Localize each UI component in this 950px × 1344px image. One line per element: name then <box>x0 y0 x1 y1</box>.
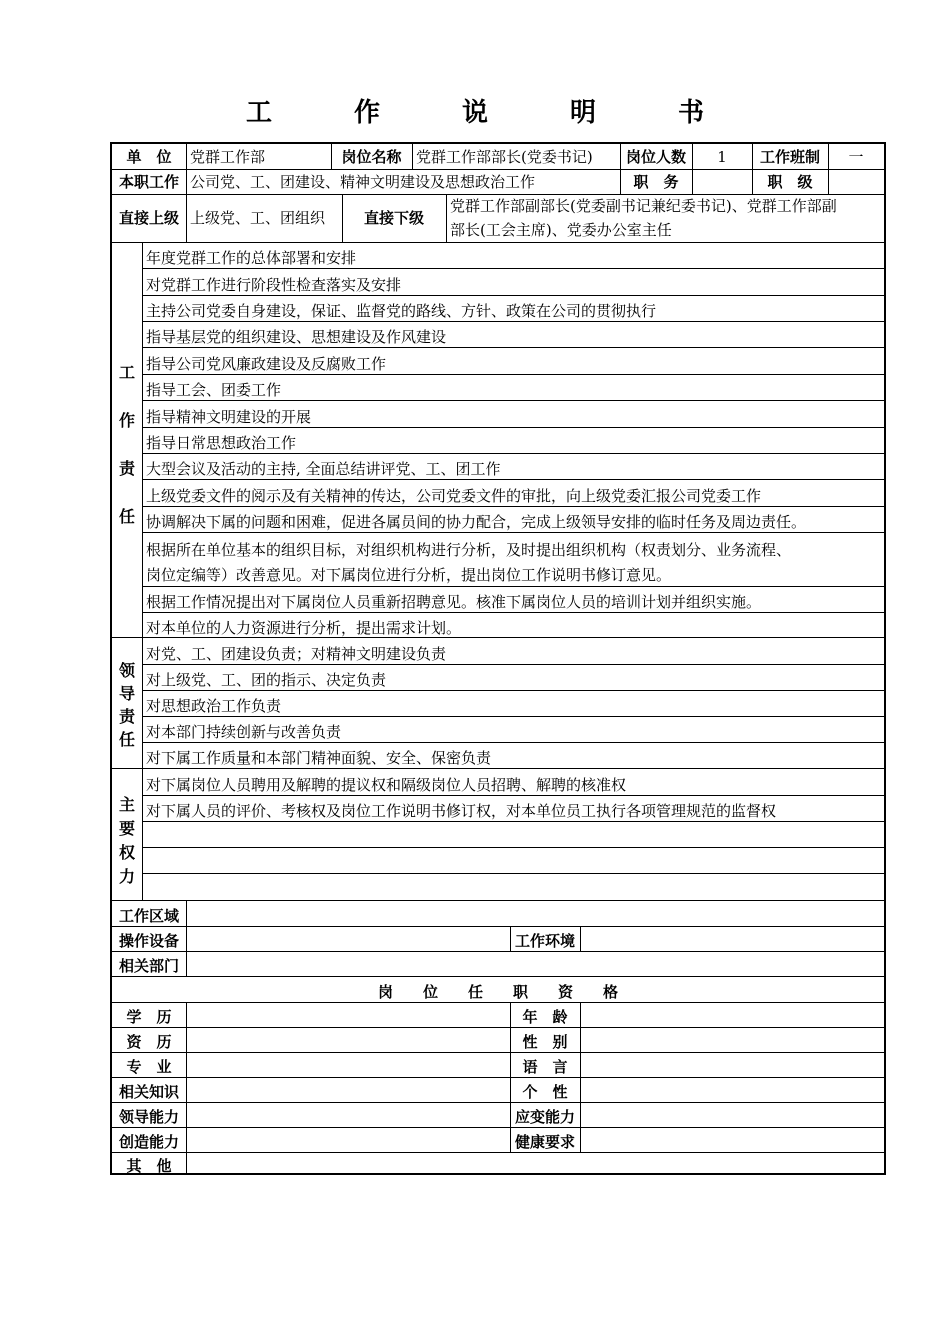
adaptability-label: 应变能力 <box>514 1108 575 1126</box>
unit-label: 单 位 <box>126 148 172 166</box>
duty-label: 本职工作 <box>118 173 179 191</box>
work-env-label: 工作环境 <box>514 932 575 950</box>
responsibilities-label: 工 作 责 任 <box>118 363 135 526</box>
position-name-label: 岗位名称 <box>341 148 402 166</box>
personality-label: 个 性 <box>522 1083 568 1101</box>
equipment-label: 操作设备 <box>118 932 179 950</box>
work-area-label: 工作区域 <box>118 907 179 925</box>
language-label: 语 言 <box>522 1058 568 1076</box>
education-label: 学 历 <box>126 1008 172 1026</box>
list-item: 对下属人员的评价、考核权及岗位工作说明书修订权，对本单位员工执行各项管理规范的监督权 <box>146 802 777 820</box>
qualifications-title: 岗 位 任 职 资 格 <box>377 983 618 1001</box>
gender-label: 性 别 <box>522 1033 568 1051</box>
major-label: 专 业 <box>126 1058 172 1076</box>
subordinate-value-line1: 党群工作部副部长(党委副书记兼纪委书记)、党群工作部副 <box>450 197 837 215</box>
list-item: 岗位定编等）改善意见。对下属岗位进行分析，提出岗位工作说明书修订意见。 <box>146 566 672 584</box>
headcount-value: 1 <box>717 148 727 166</box>
list-item: 根据工作情况提出对下属岗位人员重新招聘意见。核准下属岗位人员的培训计划并组织实施。 <box>146 593 762 611</box>
unit-value: 党群工作部 <box>190 148 266 166</box>
list-item: 年度党群工作的总体部署和安排 <box>146 249 357 267</box>
page-title: 工 作 说 明 书 <box>245 98 732 128</box>
related-dept-label: 相关部门 <box>118 957 179 975</box>
superior-value: 上级党、工、团组织 <box>190 209 326 227</box>
list-item: 大型会议及活动的主持, 全面总结讲评党、工、团工作 <box>146 460 501 478</box>
list-item: 对本单位的人力资源进行分析，提出需求计划。 <box>146 619 462 637</box>
other-label: 其 他 <box>126 1157 172 1175</box>
list-item: 根据所在单位基本的组织目标，对组织机构进行分析，及时提出组织机构（权责划分、业务流程、 <box>146 541 792 559</box>
job-description-table <box>110 142 886 1175</box>
list-item: 对思想政治工作负责 <box>146 697 282 715</box>
list-item: 指导基层党的组织建设、思想建设及作风建设 <box>146 328 447 346</box>
duty-value: 公司党、工、团建设、精神文明建设及思想政治工作 <box>190 173 536 191</box>
list-item: 协调解决下属的问题和困难，促进各属员间的协力配合，完成上级领导安排的临时任务及周边责任。 <box>146 513 807 531</box>
grade-label: 职 级 <box>767 173 813 191</box>
creativity-label: 创造能力 <box>118 1133 179 1151</box>
age-label: 年 龄 <box>522 1008 568 1026</box>
subordinate-value-line2: 部长(工会主席)、党委办公室主任 <box>450 221 672 239</box>
superior-label: 直接上级 <box>118 209 179 227</box>
list-item: 指导精神文明建设的开展 <box>146 408 312 426</box>
shift-value: 一 <box>848 148 864 166</box>
leadership-ability-label: 领导能力 <box>118 1108 179 1126</box>
list-item: 对下属工作质量和本部门精神面貌、安全、保密负责 <box>146 749 492 767</box>
health-label: 健康要求 <box>514 1133 575 1151</box>
list-item: 对党、工、团建设负责；对精神文明建设负责 <box>146 645 447 663</box>
list-item: 指导公司党风廉政建设及反腐败工作 <box>146 355 387 373</box>
knowledge-label: 相关知识 <box>118 1083 179 1101</box>
list-item: 对本部门持续创新与改善负责 <box>146 723 342 741</box>
subordinate-label: 直接下级 <box>363 209 424 227</box>
post-label: 职 务 <box>633 173 679 191</box>
shift-label: 工作班制 <box>759 148 820 166</box>
list-item: 上级党委文件的阅示及有关精神的传达，公司党委文件的审批，向上级党委汇报公司党委工作 <box>146 487 762 505</box>
list-item: 对党群工作进行阶段性检查落实及安排 <box>146 276 402 294</box>
experience-label: 资 历 <box>126 1033 172 1051</box>
leadership-label: 领 导 责 任 <box>118 661 135 749</box>
authority-label: 主 要 权 力 <box>118 795 135 886</box>
list-item: 对下属岗位人员聘用及解聘的提议权和隔级岗位人员招聘、解聘的核准权 <box>146 776 627 794</box>
list-item: 主持公司党委自身建设，保证、监督党的路线、方针、政策在公司的贯彻执行 <box>146 302 657 320</box>
position-name-value: 党群工作部部长(党委书记) <box>416 148 593 166</box>
list-item: 指导工会、团委工作 <box>146 381 282 399</box>
headcount-label: 岗位人数 <box>625 148 686 166</box>
list-item: 对上级党、工、团的指示、决定负责 <box>146 671 387 689</box>
list-item: 指导日常思想政治工作 <box>146 434 297 452</box>
